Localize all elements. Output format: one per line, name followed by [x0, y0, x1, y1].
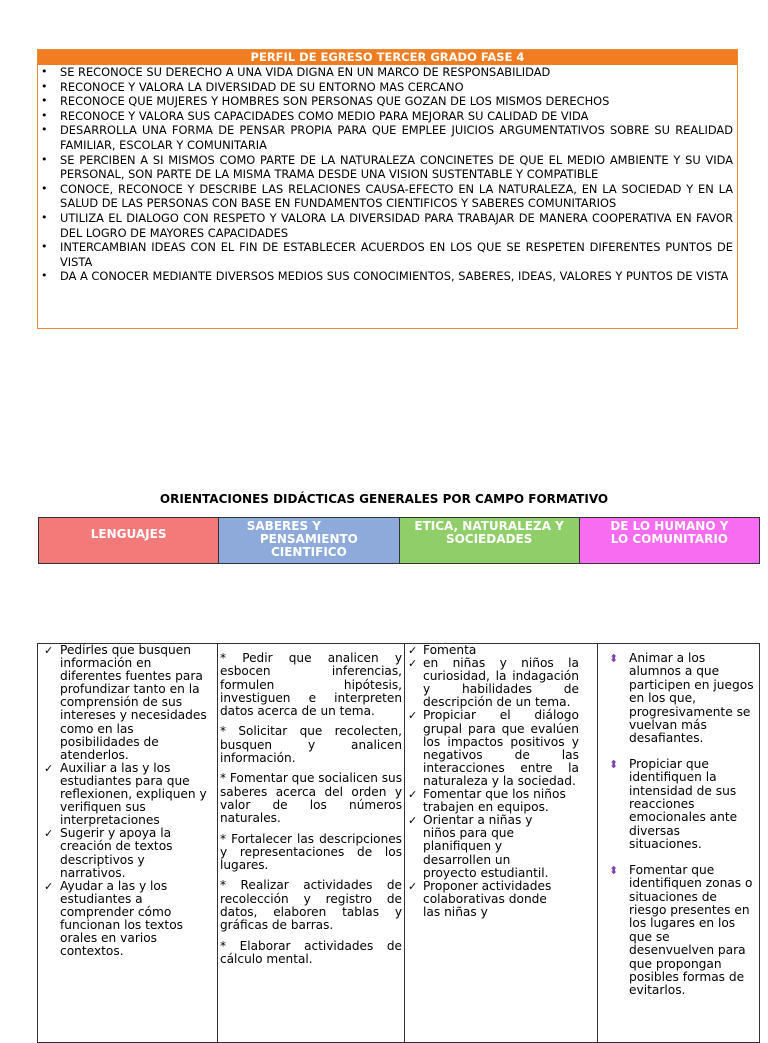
- list-item: ✓ Sugerir y apoya la creación de textos descriptivos y narrativos.: [44, 826, 173, 880]
- campo-humano: DE LO HUMANO Y LO COMUNITARIO: [580, 518, 759, 563]
- etica-column: [405, 644, 598, 1042]
- list-item: ✓ Ayudar a las y los estudiantes a comprender cómo funcionan los textos orales en varios contextos.: [44, 878, 183, 959]
- campos-formativos-header: [38, 517, 760, 564]
- check-icon: ✓: [44, 879, 54, 893]
- list-item: ✓ en niñas y niños la curiosidad, la indagación y habilidades de descripción de un tema.: [408, 656, 579, 710]
- list-item: • CONOCE, RECONOCE Y DESCRIBE LAS RELACIONES CAUSA-EFECTO EN LA NATURALEZA, EN LA SOCIEDAD Y EN LA SALUD DE LAS PERSONAS CON BASE EN FUNDAMENTOS CIENTIFICOS Y SABERES COMUNITARIOS: [41, 181, 733, 211]
- campo-lenguajes: LENGUAJES: [39, 518, 219, 563]
- arrow-icon: ⬍: [609, 652, 619, 665]
- paragraph: * Realizar actividades de recolección y registro de datos, elaboren tablas y gráficas de barras.: [220, 878, 402, 933]
- list-item: • RECONOCE Y VALORA SUS CAPACIDADES COMO MEDIO PARA MEJORAR SU CALIDAD DE VIDA: [41, 108, 589, 123]
- check-icon: ✓: [408, 644, 418, 657]
- saberes-column: [218, 644, 405, 1042]
- check-icon: ✓: [44, 827, 54, 841]
- bullet-icon: •: [41, 240, 48, 254]
- orientaciones-table: [37, 643, 760, 1043]
- bullet-icon: •: [41, 152, 48, 166]
- lenguajes-column: [38, 644, 218, 1042]
- list-item: ✓ Fomentar que los niños trabajen en equipos.: [408, 787, 566, 815]
- list-item: ✓ Pedirles que busquen información en diferentes fuentes para profundizar tanto en la comprensión de sus intereses y necesidades como en las posibilidades de atenderlos.: [44, 644, 207, 762]
- paragraph: * Solicitar que recolecten, busquen y analicen información.: [220, 724, 402, 766]
- list-item: • DESARROLLA UNA FORMA DE PENSAR PROPIA PARA QUE EMPLEE JUICIOS ARGUMENTATIVOS SOBRE SU REALIDAD FAMILIAR, ESCOLAR Y COMUNITARIA: [41, 123, 733, 152]
- list-item: • RECONOCE Y VALORA LA DIVERSIDAD DE SU ENTORNO MAS CERCANO: [41, 79, 464, 94]
- list-item: • DA A CONOCER MEDIANTE DIVERSOS MEDIOS SUS CONOCIMIENTOS, SABERES, IDEAS, VALORES Y PUNTOS DE VISTA: [41, 269, 729, 284]
- list-item: • UTILIZA EL DIALOGO CON RESPETO Y VALORA LA DIVERSIDAD PARA TRABAJAR DE MANERA COOPERATIVA EN FAVOR DEL LOGRO DE MAYORES CAPACIDADES: [41, 210, 733, 240]
- paragraph: * Pedir que analicen y esbocen inferencias, formulen hipótesis, investiguen e interpreten datos acerca de un tema.: [220, 651, 402, 719]
- perfil-title: PERFIL DE EGRESO TERCER GRADO FASE 4: [38, 50, 737, 65]
- bullet-icon: •: [41, 94, 48, 108]
- perfil-egreso-box: [37, 49, 738, 329]
- bullet-icon: •: [41, 181, 48, 195]
- check-icon: ✓: [408, 657, 418, 671]
- check-icon: ✓: [408, 788, 418, 802]
- humano-column: [598, 644, 759, 1042]
- list-item: ⬍ Animar a los alumnos a que participen en juegos en los que, progresivamente se vuelvan más desafiantes.: [609, 651, 754, 746]
- paragraph: * Fomentar que socialicen sus saberes acerca del orden y valor de los números naturales.: [220, 771, 403, 826]
- paragraph: * Elaborar actividades de cálculo mental.: [220, 938, 402, 966]
- check-icon: ✓: [408, 879, 418, 893]
- list-item: ⬍ Fomentar que identifiquen zonas o situaciones de riesgo presentes en los lugares en los que se desenvuelven para que propongan posibles formas de evitarlos.: [609, 862, 753, 998]
- list-item: ✓ Fomenta: [408, 644, 477, 657]
- bullet-icon: •: [41, 123, 48, 137]
- bullet-icon: •: [41, 269, 48, 283]
- paragraph: * Fortalecer las descripciones y representaciones de los lugares.: [220, 831, 402, 873]
- bullet-icon: •: [41, 108, 48, 122]
- campo-etica: ETICA, NATURALEZA Y SOCIEDADES: [400, 518, 580, 563]
- list-item: ✓ Auxiliar a las y los estudiantes para que reflexionen, expliquen y verifiquen sus interpretaciones: [44, 760, 207, 828]
- check-icon: ✓: [408, 709, 418, 723]
- perfil-list: [38, 65, 737, 284]
- arrow-icon: ⬍: [609, 863, 619, 877]
- check-icon: ✓: [44, 761, 54, 775]
- campo-saberes: SABERES Y PENSAMIENTO CIENTIFICO: [219, 518, 399, 563]
- arrow-icon: ⬍: [609, 757, 619, 771]
- bullet-icon: •: [41, 79, 48, 93]
- check-icon: ✓: [44, 644, 54, 657]
- list-item: • INTERCAMBIAN IDEAS CON EL FIN DE ESTABLECER ACUERDOS EN LOS QUE SE RESPETEN DIFERENTES PUNTOS DE VISTA: [41, 240, 733, 269]
- list-item: ✓ Propiciar el diálogo grupal para que evalúen los impactos positivos y negativos de las interacciones entre la naturaleza y la sociedad.: [408, 708, 579, 788]
- list-item: • RECONOCE QUE MUJERES Y HOMBRES SON PERSONAS QUE GOZAN DE LOS MISMOS DERECHOS: [41, 94, 610, 109]
- bullet-icon: •: [41, 210, 48, 224]
- list-item: ✓ Orientar a niñas y niños para que planifiquen y desarrollen un proyecto estudiantil.: [408, 813, 549, 880]
- check-icon: ✓: [408, 814, 418, 828]
- list-item: ⬍ Propiciar que identifiquen la intensidad de sus reacciones emocionales ante diversas situaciones.: [609, 756, 738, 852]
- list-item: ✓ Proponer actividades colaborativas donde las niñas y: [408, 878, 552, 919]
- list-item: • SE PERCIBEN A SI MISMOS COMO PARTE DE LA NATURALEZA CONCINETES DE QUE EL MEDIO AMBIENTE Y SU VIDA PERSONAL, SON PARTE DE LA MISMA TRAMA DESDE UNA VISION SUSTENTABLE Y COMPATIBLE: [41, 152, 733, 182]
- bullet-icon: •: [41, 65, 48, 78]
- list-item: • SE RECONOCE SU DERECHO A UNA VIDA DIGNA EN UN MARCO DE RESPONSABILIDAD: [41, 65, 551, 79]
- orientaciones-title: ORIENTACIONES DIDÁCTICAS GENERALES POR CAMPO FORMATIVO: [159, 492, 609, 506]
